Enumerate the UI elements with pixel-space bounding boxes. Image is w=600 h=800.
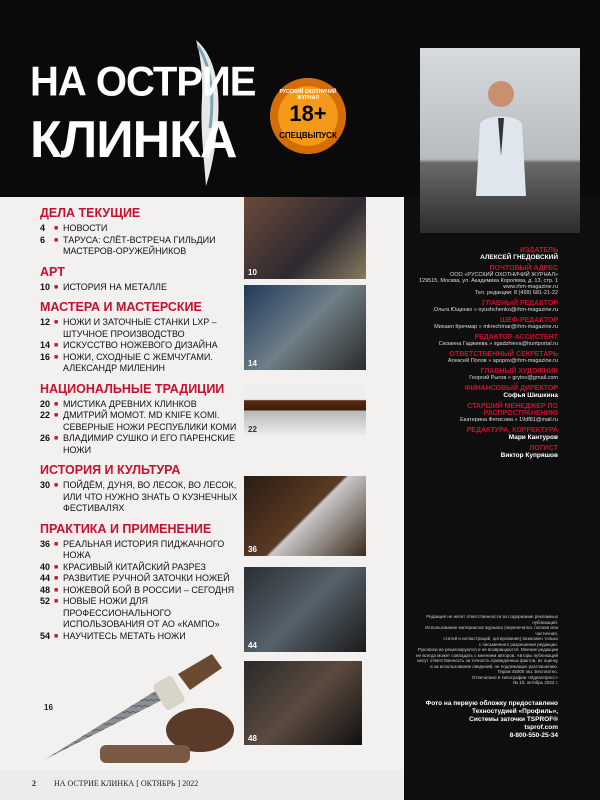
staff-role: ШЕФ-РЕДАКТОР [499, 317, 558, 324]
bullet-icon: ■ [54, 319, 59, 326]
bullet-icon: ■ [54, 236, 59, 244]
toc-item [40, 596, 240, 631]
legal-note-line: несут ответственность за точность приведенных фактов, их оценку [417, 658, 558, 663]
thumb-22: 22 [244, 384, 366, 436]
staff-line: www.rhm-magazine.ru [503, 284, 558, 290]
toc-item [40, 399, 240, 411]
staff-role: ПОЧТОВЫЙ АДРЕС [489, 265, 558, 272]
logo-line-1: НА ОСТРИЕ [30, 58, 256, 106]
toc-page-number: 6 [40, 234, 46, 245]
bullet-icon: ■ [54, 540, 59, 548]
toc-page-number: 14 [40, 340, 51, 350]
legal-note-line: Отпечатано в типографии «Идеалпресс» [471, 674, 558, 680]
toc-item-title: ИСТОРИЯ НА МЕТАЛЛЕ [63, 281, 167, 292]
toc-page-number: 20 [40, 398, 51, 409]
toc-item-title: РЕАЛЬНАЯ ИСТОРИЯ ПИДЖАЧНОГО НОЖА [63, 538, 225, 560]
legal-note-line: Редакция не несет ответственности за содержание рекламных публикаций. [426, 614, 558, 625]
bullet-icon: ■ [54, 586, 59, 594]
dagger-photo [40, 650, 245, 770]
bullet-icon: ■ [54, 563, 59, 571]
staff-role: РЕДАКТУРА, КОРРЕКТУРА [466, 427, 558, 434]
toc-item-title: КРАСИВЫЙ КИТАЙСКИЙ РАЗРЕЗ [63, 561, 206, 572]
toc-item-title: ТАРУСА: СЛЁТ-ВСТРЕЧА ГИЛЬДИИ МАСТЕРОВ-ОРУЖЕЙНИКОВ [63, 234, 216, 256]
thumb-36: 36 [244, 476, 366, 556]
toc-item-title: МИСТИКА ДРЕВНИХ КЛИНКОВ [63, 398, 197, 409]
toc-section-title: ДЕЛА ТЕКУЩИЕ [40, 206, 141, 220]
legal-note-line: не всегда может совпадать с мнением авторов. Авторы публикаций [415, 652, 558, 658]
legal-note-line: Тираж 45000 экз. Бесплатно. [497, 669, 558, 674]
toc-item-title: ПОЙДЁМ, ДУНЯ, ВО ЛЕСОК, ВО ЛЕСОК, ИЛИ ЧТО НУЖНО ЗНАТЬ О КУЗНЕЧНЫХ ФЕСТИВАЛЯХ [63, 480, 238, 513]
logo-line-2: КЛИНКА [30, 111, 237, 169]
toc-section-title: ИСТОРИЯ И КУЛЬТУРА [40, 463, 181, 477]
staff-line: Тел. редакции: 8 (499) 681-21-22 [474, 290, 558, 296]
cover-credit-line: 8-800-550-25-34 [509, 732, 558, 739]
toc-page-number: 26 [40, 433, 51, 443]
toc-item-title: РАЗВИТИЕ РУЧНОЙ ЗАТОЧКИ НОЖЕЙ [63, 573, 230, 583]
toc-item [40, 317, 240, 340]
badge-special: СПЕЦВЫПУСК [279, 131, 337, 140]
bullet-icon: ■ [54, 225, 59, 232]
toc-item-title: НОЖИ И ЗАТОЧНЫЕ СТАНКИ LXP – ШТУЧНОЕ ПРОИЗВОДСТВО [63, 317, 217, 339]
toc-item-title: НОВЫЕ НОЖИ ДЛЯ ПРОФЕССИОНАЛЬНОГО ИСПОЛЬЗОВАНИЯ ОТ АО «КАМПО» [63, 596, 220, 629]
staff-line: ООО «РУССКИЙ ОХОТНИЧИЙ ЖУРНАЛ» [449, 272, 558, 278]
toc-section-title: МАСТЕРА И МАСТЕРСКИЕ [40, 300, 202, 314]
toc-item [40, 410, 240, 433]
toc-item [40, 539, 240, 562]
toc-page-number: 12 [40, 317, 51, 327]
cover-credit-line: Системы заточки TSPROF® [469, 716, 558, 723]
staff-name: Софья Шишкина [503, 392, 558, 399]
toc-item [40, 235, 240, 258]
cover-credit-line: Техностудией «Профиль», [471, 708, 558, 715]
toc-item [40, 352, 240, 375]
toc-section [40, 522, 240, 643]
toc-item-title: ВЛАДИМИР СУШКО И ЕГО ПАРЕНСКИЕ НОЖИ [63, 433, 235, 455]
toc-item [40, 631, 240, 643]
staff-role: СТАРШИЙ МЕНЕДЖЕР ПО РАСПРОСТРАНЕНИЮ [467, 403, 558, 417]
staff-line: Ольга Ющенко » oyushchenko@rhm-magazine.ru [433, 307, 558, 313]
toc-item [40, 573, 240, 585]
legal-note-line: Использование материалов журнала (перепечатка, полная или частичная, [425, 625, 558, 636]
cover-credit-line: tsprof.com [524, 724, 558, 731]
toc-item [40, 340, 240, 352]
bullet-icon: ■ [54, 482, 59, 489]
toc-section-title: НАЦИОНАЛЬНЫЕ ТРАДИЦИИ [40, 381, 225, 396]
legal-note-line: статей и иллюстраций, цитирование) возможно только [443, 636, 558, 641]
staff-credits [408, 243, 558, 459]
publisher-figure-icon [472, 76, 530, 196]
staff-role: ИЗДАТЕЛЬ [520, 247, 558, 254]
toc-item-title: НАУЧИТЕСЬ МЕТАТЬ НОЖИ [63, 630, 186, 641]
footer-text: НА ОСТРИЕ КЛИНКА [ ОКТЯБРЬ ] 2022 [54, 779, 199, 788]
staff-role: ФИНАНСОВЫЙ ДИРЕКТОР [464, 385, 558, 392]
bullet-icon: ■ [54, 598, 59, 605]
staff-line: Михаил Кречмар » mkrechmar@rhm-magazine.ru [434, 324, 558, 330]
legal-note-line: и за использование сведений, не подлежащих разглашению. [430, 663, 558, 669]
toc-section [40, 265, 240, 294]
legal-notes [408, 614, 558, 686]
age-badge [270, 78, 346, 154]
toc-page-number: 4 [40, 223, 46, 233]
page-footer [32, 779, 198, 788]
toc-item-title: НОЖЕВОЙ БОЙ В РОССИИ – СЕГОДНЯ [63, 584, 235, 595]
toc-item-title: ДМИТРИЙ МОМОТ. MD KNIFE KOMI. СЕВЕРНЫЕ НОЖИ РЕСПУБЛИКИ КОМИ [63, 410, 237, 432]
toc-item-title: НОВОСТИ [63, 223, 108, 233]
toc-section [40, 300, 240, 375]
staff-role: ОТВЕТСТВЕННЫЙ СЕКРЕТАРЬ [449, 351, 558, 358]
staff-role: РЕДАКТОР-АССИСТЕНТ [474, 334, 558, 341]
badge-age: 18+ [289, 101, 327, 126]
bullet-icon: ■ [54, 400, 59, 408]
legal-note-line: Рукописи не рецензируются и не возвращаются. Мнение редакции [417, 647, 558, 652]
bullet-icon: ■ [54, 575, 59, 582]
staff-role: ГЛАВНЫЙ ХУДОЖНИК [480, 368, 558, 375]
toc-page-number: 16 [40, 351, 51, 362]
page-number: 2 [32, 779, 36, 788]
svg-text:16: 16 [44, 703, 53, 712]
thumb-48: 48 [244, 661, 362, 745]
thumb-10: 10 [244, 197, 366, 279]
toc-item [40, 433, 240, 456]
staff-line: Сюзанна Гаджиева » sgadzhieva@huntportal.ru [438, 341, 558, 347]
staff-line: Алексей Попов » apopov@rhm-magazine.ru [447, 358, 558, 364]
staff-name: Мари Кантуров [508, 434, 558, 441]
table-of-contents [40, 206, 240, 642]
legal-note-line: с письменного разрешения редакции. [478, 641, 558, 647]
toc-section [40, 382, 240, 457]
toc-item-title: ИСКУССТВО НОЖЕВОГО ДИЗАЙНА [63, 340, 218, 350]
staff-line: 129515, Москва, ул. Академика Королева, д. 13, стр. 1 [418, 278, 558, 284]
staff-role: ЛОГИСТ [529, 445, 558, 452]
legal-note-line: № 10, октябрь 2022 г. [513, 680, 558, 685]
cover-credit [408, 700, 558, 740]
bullet-icon: ■ [54, 412, 59, 419]
badge-subtitle: РУССКИЙ ОХОТНИЧИЙ ЖУРНАЛ [279, 89, 337, 101]
thumb-14: 14 [244, 285, 366, 370]
toc-page-number: 36 [40, 538, 51, 549]
staff-line: Георгий Рыгов » grytov@gmail.com [469, 375, 558, 381]
bullet-icon: ■ [54, 632, 59, 640]
bullet-icon: ■ [54, 353, 59, 361]
toc-section-title: ПРАКТИКА И ПРИМЕНЕНИЕ [40, 521, 212, 536]
toc-item-title: НОЖИ, СХОДНЫЕ С ЖЕМЧУГАМИ. АЛЕКСАНДР МИЛЕНИН [63, 351, 213, 373]
toc-item [40, 282, 240, 294]
staff-role: ГЛАВНЫЙ РЕДАКТОР [482, 300, 558, 307]
toc-page-number: 30 [40, 480, 51, 490]
toc-item [40, 223, 240, 235]
staff-name: АЛЕКСЕЙ ГНЕДОВСКИЙ [480, 254, 558, 261]
toc-page-number: 22 [40, 410, 51, 420]
publisher-photo [420, 48, 580, 233]
toc-section [40, 463, 240, 515]
bullet-icon: ■ [54, 435, 59, 442]
toc-page-number: 10 [40, 281, 51, 292]
toc-item [40, 562, 240, 574]
toc-page-number: 52 [40, 596, 51, 606]
cover-credit-line: Фото на первую обложку предоставлено [425, 700, 558, 707]
toc-page-number: 48 [40, 584, 51, 595]
thumb-44: 44 [244, 567, 366, 652]
toc-section-title: АРТ [40, 264, 65, 279]
toc-section [40, 206, 240, 258]
toc-page-number: 40 [40, 561, 51, 572]
toc-item [40, 585, 240, 597]
bullet-icon: ■ [54, 342, 59, 349]
staff-name: Виктор Купряшов [500, 452, 558, 459]
bullet-icon: ■ [54, 283, 59, 291]
toc-item [40, 480, 240, 515]
toc-page-number: 44 [40, 573, 51, 583]
staff-line: Екатерина Фетисова » 19df81@mail.ru [460, 417, 558, 423]
toc-page-number: 54 [40, 630, 51, 641]
